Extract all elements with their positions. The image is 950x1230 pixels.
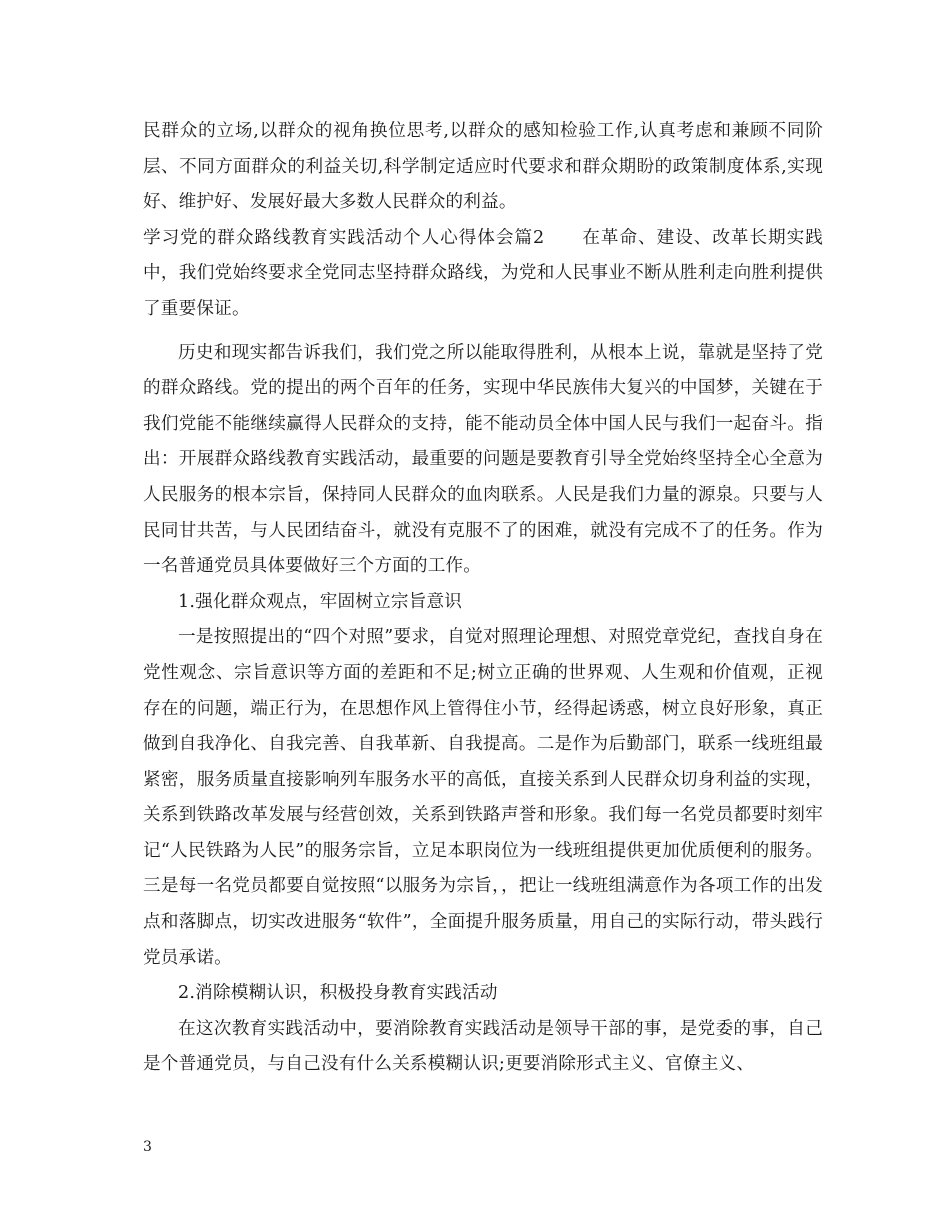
document-body (143, 114, 823, 1083)
paragraph-continuation: 民群众的立场,以群众的视角换位思考,以群众的感知检验工作,认真考虑和兼顾不同阶层、不同方面群众的利益关切,科学制定适应时代要求和群众期盼的政策制度体系,实现好、维护好、发展好最大多数人民群众的利益。 (143, 121, 823, 213)
heading-point-2: 2.消除模糊认识，积极投身教育实践活动 (178, 983, 498, 1004)
paragraph-section-heading: 学习党的群众路线教育实践活动个人心得体会篇2 在革命、建设、改革长期实践中，我们党始终要求全党同志坚持群众路线，为党和人民事业不断从胜利走向胜利提供了重要保证。 (143, 227, 823, 319)
page-number: 3 (143, 1139, 152, 1155)
paragraph-history: 历史和现实都告诉我们，我们党之所以能取得胜利，从根本上说，靠就是坚持了党的群众路线。党的提出的两个百年的任务，实现中华民族伟大复兴的中国梦，关键在于我们党能不能继续赢得人民群众的支持，能不能动员全体中国人民与我们一起奋斗。指出：开展群众路线教育实践活动，最重要的问题是要教育引导全党始终坚持全心全意为人民服务的根本宗旨，保持同人民群众的血肉联系。人民是我们力量的源泉。只要与人民同甘共苦，与人民团结奋斗，就没有克服不了的困难，就没有完成不了的任务。作为一名普通党员具体要做好三个方面的工作。 (143, 342, 823, 577)
paragraph-point-2-body: 在这次教育实践活动中，要消除教育实践活动是领导干部的事，是党委的事，自己是个普通党员，与自己没有什么关系模糊认识;更要消除形式主义、官僚主义、 (143, 1018, 823, 1075)
heading-point-1: 1.强化群众观点，牢固树立宗旨意识 (178, 591, 463, 612)
paragraph-point-1-body: 一是按照提出的“四个对照”要求，自觉对照理论理想、对照党章党纪，查找自身在党性观念、宗旨意识等方面的差距和不足;树立正确的世界观、人生观和价值观，正视存在的问题，端正行为，在思想作风上管得住小节，经得起诱惑，树立良好形象，真正做到自我净化、自我完善、自我革新、自我提高。二是作为后勤部门，联系一线班组最紧密，服务质量直接影响列车服务水平的高低，直接关系到人民群众切身利益的实现，关系到铁路改革发展与经营创效，关系到铁路声誉和形象。我们每一名党员都要时刻牢记“人民铁路为人民”的服务宗旨，立足本职岗位为一线班组提供更加优质便利的服务。三是每一名党员都要自觉按照“以服务为宗旨，，把让一线班组满意作为各项工作的出发点和落脚点，切实改进服务“软件”，全面提升服务质量，用自己的实际行动，带头践行党员承诺。 (143, 627, 823, 968)
